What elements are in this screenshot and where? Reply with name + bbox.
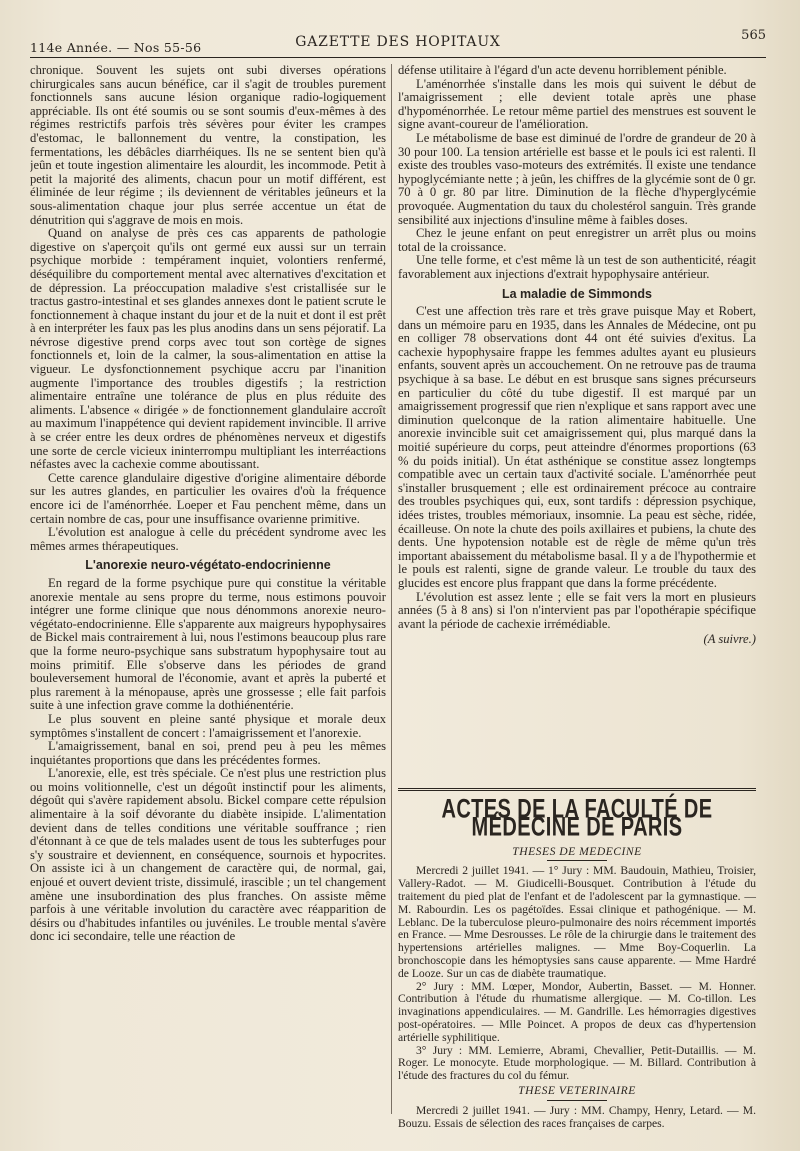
left-column bbox=[30, 64, 386, 1151]
subheading-medecine: THESES DE MEDECINE bbox=[512, 844, 642, 858]
paragraph: Cette carence glandulaire digestive d'origine alimentaire déborde sur les autres glandes, en particulier les ovaires d'où la fréquence encore ici de l'aménorrhée. Loeper et Fau penchent même, dans un certain nombre de cas, pour une insuffisance ovarienne primitive. bbox=[30, 470, 386, 526]
paragraph: chronique. Souvent les sujets ont subi diverses opérations chirurgicales sans aucun bénéfice, car il s'agit de troubles purement fonctionnels sans aucune lésion organique radio-logiquement appréciable. Ils ont été soumis ou se sont soumis d'eux-mêmes à des régimes restrictifs parfois très sévères pour éviter les crampes d'estomac, le ballonnement du ventre, la constipation, les fermentations, les débâcles diarrhéiques. Ils ne se sentent bien qu'à jeûn et toute ingestion alimentaire les alourdit, les incommode. Petit à petit la majorité des aliments, chacun pour un motif différent, est éliminée de leur régime ; ils deviennent de véritables jeûneurs et la sous-alimentation chaque jour plus serrée accentue un état de dénutrition qui s'aggrave de mois en mois. bbox=[30, 64, 386, 227]
paragraph: L'évolution est analogue à celle du précédent syndrome avec les mêmes armes thérapeutiques. bbox=[30, 525, 386, 553]
section-heading: La maladie de Simmonds bbox=[501, 286, 653, 301]
paragraph: 3° Jury : MM. Lemierre, Abrami, Chevallier, Petit-Dutaillis. — M. Roger. Le monocyte. Etude morphologique. — M. Billard. Contribution à l'étude des fractures du col du fémur. bbox=[398, 1043, 756, 1083]
paragraph: Chez le jeune enfant on peut enregistrer un arrêt plus ou moins total de la croissance. bbox=[398, 226, 756, 254]
paragraph: défense utilitaire à l'égard d'un acte devenu horriblement pénible. bbox=[398, 64, 727, 77]
section-rule bbox=[398, 788, 756, 791]
paragraph: Mercredi 2 juillet 1941. — Jury : MM. Champy, Henry, Letard. — M. Bouzu. Essais de sélection des races françaises de carpes. bbox=[398, 1103, 756, 1130]
paragraph: L'aménorrhée s'installe dans les mois qui suivent le début de l'amaigrissement ; elle devient totale après une phase d'hypoménorrhée. Le retour même partiel des menstrues est souvent le signe avant-coureur de l'amélioration. bbox=[398, 76, 756, 132]
column-divider bbox=[391, 64, 392, 1114]
paragraph: C'est une affection très rare et très grave puisque May et Robert, dans un mémoire paru en 1935, dans les Annales de Médecine, ont pu en colliger 78 observations dont 44 ont été suivies d'exitus. La cachexie hypophysaire frappe les femmes adultes ayant eu plusieurs enfants, souvent après un accouchement. On ne retrouve pas de trauma psychique à sa base. Le début en est brusque sans signes précurseurs en particulier du côté du tube digestif. Il est marqué par un amaigrissement progressif que rien n'explique et sans rapport avec une diminution quelconque de la ration alimentaire habituelle. Une anorexie invincible suit cet amaigrissement qui, plus marqué dans la moitié supérieure du corps, peut atteindre d'énormes proportions (63 % du poids initial). Un état asthénique se constitue assez longtemps compatible avec un certain taux d'activité sociale. L'aménorrhée peut s'installer brusquement ; elle est ordinairement précoce au contraire des troubles psychiques qui, eux, sont tardifs : dépression psychique, idées tristes, troubles mémoriaux, insomnie. La peau est sèche, ridée, écailleuse. On note la chute des poils axillaires et pubiens, la chute des dents. Une hypotension notable est de règle de même qu'un très important abaissement du métabolisme basal. Il y a de l'hypothermie et le pouls est ralenti, signe de grande valeur. Le trouble du taux des glucides est encore plus frappant que dans la forme précédente. bbox=[398, 304, 756, 590]
actes-section bbox=[398, 792, 756, 1130]
right-column bbox=[398, 64, 756, 794]
continued-note: (A suivre.) bbox=[703, 632, 756, 647]
header-rule bbox=[30, 57, 766, 58]
subheading-veterinaire: THESE VETERINAIRE bbox=[518, 1083, 636, 1097]
paragraph: Le métabolisme de base est diminué de l'ordre de grandeur de 20 à 30 pour 100. La tension artérielle est basse et le pouls ici est ralenti. Il existe des troubles vaso-moteurs des extrémités. Il existe une tendance hypoglycémiante nette ; à jeûn, les chiffres de la glycémie sont de 0 gr. 70 à 0 gr. 80 par litre. Diminution de la flèche d'hyperglycémie provoquée. Augmentation du taux du cholestérol sanguin. Très grande sensibilité aux injections d'insuline même à faibles doses. bbox=[398, 130, 756, 227]
paragraph: L'évolution est assez lente ; elle se fait vers la mort en plusieurs années (5 à 8 ans) si l'on n'intervient pas par l'opothérapie spécifique avant la période de cachexie irrémédiable. bbox=[398, 589, 756, 631]
page-header bbox=[30, 26, 766, 56]
paragraph: Une telle forme, et c'est même là un test de son authenticité, réagit favorablement aux injections d'extrait hypophysaire antérieur. bbox=[398, 253, 756, 281]
subheading-rule bbox=[547, 1100, 607, 1101]
paragraph: En regard de la forme psychique pure qui constitue la véritable anorexie mentale au sens propre du terme, nous estimons pouvoir intégrer une forme clinique que nous dénommons anorexie neuro-végétato-endocrinienne. Elle s'apparente aux maigreurs hypophysaires de Bickel mais contrairement à lui, nous l'estimons beaucoup plus rare que la forme neuro-psychique sans substratum hypophysaire tout au moins primitif. Elle s'observe dans les périodes de grand bouleversement humoral de l'économie, avant et après la puberté et plus rarement à la ménopause, après une grossesse ; elle fait parfois suite à une infection grave comme la dothiénentérie. bbox=[30, 575, 386, 713]
page-number: 565 bbox=[741, 28, 766, 43]
subheading-rule bbox=[547, 860, 607, 861]
year-issue: 114e Année. — Nos 55-56 bbox=[30, 40, 202, 55]
section-heading: L'anorexie neuro-végétato-endocrinienne bbox=[85, 558, 331, 573]
paragraph: L'amaigrissement, banal en soi, prend peu à peu les mêmes inquiétantes proportions que dans les précédentes formes. bbox=[30, 739, 386, 767]
paragraph: Quand on analyse de près ces cas apparents de pathologie digestive on s'aperçoit qu'ils ont germé eux aussi sur un terrain psychique morbide : tempérament inquiet, volontiers renfermé, déséquilibre du comportement mental avec alternatives d'excitation et de dépression. La préoccupation maladive s'est cristallisée sur le tractus gastro-intestinal et ses glandes annexes dont le patient scrute le fonctionnement à chaque instant du jour et de la nuit et dont il est prêt à en interpréter les faux pas les plus anodins dans un sens péjoratif. La névrose digestive prend corps avec tout son cortège de signes fonctionnels et, loin de la calmer, la sous-alimentation en attise la vigueur. Le dysfonctionnement psychique accru par l'inanition augmente l'importance des troubles digestifs ; la restriction alimentaire entraîne une tolérance de plus en plus réduite des aliments. L'absence « dirigée » de fonctionnement glandulaire accroît au maximum l'inappétence qui devient rapidement invincible. Il arrive à se créer entre les deux ordres de phénomènes nerveux et digestifs une sorte de cercle vicieux ininterrompu multipliant les interréactions néfastes avec la cachexie comme aboutissant. bbox=[30, 226, 386, 472]
journal-title: GAZETTE DES HOPITAUX bbox=[295, 34, 501, 50]
actes-title: ACTES DE LA FACULTÉ DE MÉDECINE DE PARIS bbox=[441, 794, 713, 842]
paragraph: 2° Jury : MM. Lœper, Mondor, Aubertin, Basset. — M. Honner. Contribution à l'étude du rhumatisme allergique. — M. Co-tillon. Les invaginations appendiculaires. — M. Gandrille. Les hémorragies digestives post-opératoires. — Mlle Poincet. A propos de deux cas d'hypertension artérielle syphilitique. bbox=[398, 979, 756, 1044]
paragraph: L'anorexie, elle, est très spéciale. Ce n'est plus une restriction plus ou moins volitionnelle, c'est un dégoût instinctif pour les aliments, dégoût qui s'avère rapidement absolu. Bickel compare cette répulsion alimentaire à la soif dévorante du diabète insipide. L'alimentation devient dans de telles conditions une véritable souffrance ; rien d'étonnant à ce que de tels malades usent de tous les subterfuges pour s'y soustraire et deviennent, en conséquence, sournois et hypocrites. On assiste ici à un changement de caractère qui, de normal, gai, enjoué et ouvert devient triste, dissimulé, irascible ; un tel changement amène une insubordination des plus franches. On assiste même parfois à une véritable involution du caractère avec réapparition de désirs ou d'habitudes infantiles ou juvéniles. Le trouble mental s'avère donc ici secondaire, telle une réaction de bbox=[30, 766, 386, 944]
paragraph: Le plus souvent en pleine santé physique et morale deux symptômes s'installent de concert : l'amaigrissement et l'anorexie. bbox=[30, 711, 386, 740]
paragraph: Mercredi 2 juillet 1941. — 1° Jury : MM. Baudouin, Mathieu, Troisier, Vallery-Radot. — M. Giudicelli-Bousquet. Contribution à l'étude du traitement du pied plat de l'enfant et de l'adolescent par la gymnastique. — M. Rabourdin. Les os pagétoïdes. Essai clinique et pathogénique. — M. Leblanc. De la tuberculose pleuro-pulmonaire des noirs récemment importés en France. — Mme Desrousses. Le rôle de la chirurgie dans le traitement des hypertensions artérielles malignes. — Mme Boy-Coquerlin. La bronchoscopie dans les hémoptysies sans cause apparente. — Mme Hardré de Looze. Sur un cas de diabète traumatique. bbox=[398, 864, 756, 980]
